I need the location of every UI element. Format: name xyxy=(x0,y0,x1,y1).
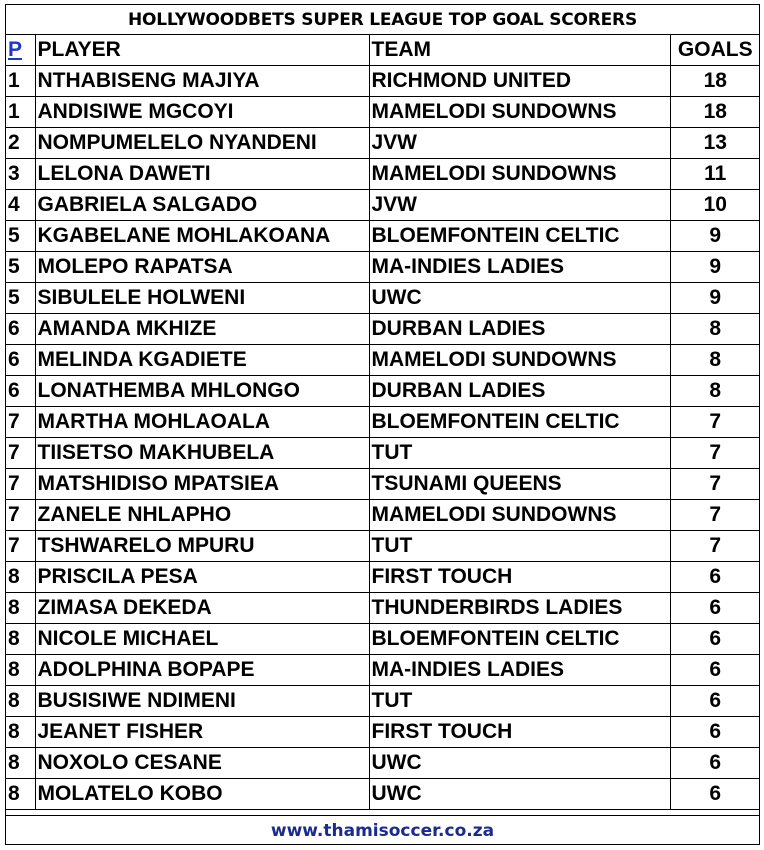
table-row xyxy=(6,407,760,438)
table-row xyxy=(6,66,760,97)
team-cell: THUNDERBIRDS LADIES xyxy=(369,593,670,624)
player-cell: JEANET FISHER xyxy=(35,717,369,748)
player-cell: NTHABISENG MAJIYA xyxy=(35,66,369,97)
team-cell: MAMELODI SUNDOWNS xyxy=(369,97,670,128)
position-cell: 3 xyxy=(6,159,35,190)
table-row xyxy=(6,252,760,283)
position-cell: 8 xyxy=(6,748,35,779)
player-cell: ZIMASA DEKEDA xyxy=(35,593,369,624)
column-header-player: PLAYER xyxy=(35,35,369,66)
table-row xyxy=(6,376,760,407)
player-cell: PRISCILA PESA xyxy=(35,562,369,593)
table-row xyxy=(6,190,760,221)
position-cell: 8 xyxy=(6,624,35,655)
player-cell: SIBULELE HOLWENI xyxy=(35,283,369,314)
player-cell: ANDISIWE MGCOYI xyxy=(35,97,369,128)
goals-cell: 6 xyxy=(670,717,760,748)
position-cell: 8 xyxy=(6,593,35,624)
goals-cell: 7 xyxy=(670,531,760,562)
position-cell: 8 xyxy=(6,686,35,717)
player-cell: KGABELANE MOHLAKOANA xyxy=(35,221,369,252)
table-row xyxy=(6,438,760,469)
goals-cell: 8 xyxy=(670,314,760,345)
goals-cell: 11 xyxy=(670,159,760,190)
goals-cell: 6 xyxy=(670,686,760,717)
team-cell: JVW xyxy=(369,128,670,159)
table-row xyxy=(6,500,760,531)
position-cell: 7 xyxy=(6,500,35,531)
position-cell: 6 xyxy=(6,345,35,376)
player-cell: BUSISIWE NDIMENI xyxy=(35,686,369,717)
team-cell: BLOEMFONTEIN CELTIC xyxy=(369,221,670,252)
position-cell: 2 xyxy=(6,128,35,159)
team-cell: UWC xyxy=(369,283,670,314)
goals-cell: 18 xyxy=(670,66,760,97)
player-cell: TIISETSO MAKHUBELA xyxy=(35,438,369,469)
goals-cell: 8 xyxy=(670,345,760,376)
table-row xyxy=(6,531,760,562)
position-cell: 8 xyxy=(6,717,35,748)
table-row xyxy=(6,469,760,500)
position-cell: 5 xyxy=(6,283,35,314)
position-cell: 8 xyxy=(6,779,35,810)
column-header-team: TEAM xyxy=(369,35,670,66)
table-row xyxy=(6,624,760,655)
position-cell: 8 xyxy=(6,562,35,593)
player-cell: LELONA DAWETI xyxy=(35,159,369,190)
team-cell: TUT xyxy=(369,531,670,562)
goals-cell: 6 xyxy=(670,624,760,655)
goals-cell: 6 xyxy=(670,748,760,779)
player-cell: MATSHIDISO MPATSIEA xyxy=(35,469,369,500)
scorers-sheet xyxy=(5,4,760,845)
goals-cell: 7 xyxy=(670,500,760,531)
table-row xyxy=(6,221,760,252)
table-row xyxy=(6,159,760,190)
website-link[interactable]: www.thamisoccer.co.za xyxy=(270,821,495,841)
goals-cell: 13 xyxy=(670,128,760,159)
scorers-table-body xyxy=(6,66,760,810)
team-cell: FIRST TOUCH xyxy=(369,562,670,593)
table-row xyxy=(6,97,760,128)
team-cell: MAMELODI SUNDOWNS xyxy=(369,345,670,376)
header-row xyxy=(6,35,760,66)
goals-cell: 10 xyxy=(670,190,760,221)
team-cell: UWC xyxy=(369,779,670,810)
player-cell: NOMPUMELELO NYANDENI xyxy=(35,128,369,159)
table-row xyxy=(6,655,760,686)
table-row xyxy=(6,593,760,624)
goals-cell: 7 xyxy=(670,407,760,438)
position-cell: 7 xyxy=(6,438,35,469)
goals-cell: 9 xyxy=(670,283,760,314)
team-cell: RICHMOND UNITED xyxy=(369,66,670,97)
player-cell: ZANELE NHLAPHO xyxy=(35,500,369,531)
position-cell: 8 xyxy=(6,655,35,686)
goals-cell: 9 xyxy=(670,252,760,283)
goals-cell: 6 xyxy=(670,562,760,593)
team-cell: UWC xyxy=(369,748,670,779)
column-header-goals: GOALS xyxy=(670,35,760,66)
player-cell: MOLEPO RAPATSA xyxy=(35,252,369,283)
table-row xyxy=(6,562,760,593)
goals-cell: 6 xyxy=(670,655,760,686)
player-cell: MOLATELO KOBO xyxy=(35,779,369,810)
team-cell: BLOEMFONTEIN CELTIC xyxy=(369,407,670,438)
position-cell: 1 xyxy=(6,97,35,128)
table-row xyxy=(6,345,760,376)
position-cell: 6 xyxy=(6,376,35,407)
player-cell: GABRIELA SALGADO xyxy=(35,190,369,221)
player-cell: TSHWARELO MPURU xyxy=(35,531,369,562)
player-cell: NOXOLO CESANE xyxy=(35,748,369,779)
team-cell: MAMELODI SUNDOWNS xyxy=(369,159,670,190)
player-cell: AMANDA MKHIZE xyxy=(35,314,369,345)
page-title: HOLLYWOODBETS SUPER LEAGUE TOP GOAL SCORERS xyxy=(6,5,759,35)
position-cell: 5 xyxy=(6,221,35,252)
team-cell: FIRST TOUCH xyxy=(369,717,670,748)
table-row xyxy=(6,748,760,779)
position-cell: 6 xyxy=(6,314,35,345)
team-cell: TUT xyxy=(369,686,670,717)
goals-cell: 18 xyxy=(670,97,760,128)
goals-cell: 8 xyxy=(670,376,760,407)
table-row xyxy=(6,128,760,159)
scorers-table xyxy=(6,35,760,810)
goals-cell: 7 xyxy=(670,438,760,469)
table-row xyxy=(6,686,760,717)
table-row xyxy=(6,283,760,314)
team-cell: BLOEMFONTEIN CELTIC xyxy=(369,624,670,655)
position-cell: 5 xyxy=(6,252,35,283)
team-cell: DURBAN LADIES xyxy=(369,376,670,407)
team-cell: MA-INDIES LADIES xyxy=(369,252,670,283)
goals-cell: 9 xyxy=(670,221,760,252)
table-row xyxy=(6,779,760,810)
table-row xyxy=(6,314,760,345)
team-cell: DURBAN LADIES xyxy=(369,314,670,345)
team-cell: MA-INDIES LADIES xyxy=(369,655,670,686)
goals-cell: 6 xyxy=(670,593,760,624)
column-header-position[interactable] xyxy=(6,35,35,66)
goals-cell: 7 xyxy=(670,469,760,500)
player-cell: MARTHA MOHLAOALA xyxy=(35,407,369,438)
team-cell: JVW xyxy=(369,190,670,221)
team-cell: TSUNAMI QUEENS xyxy=(369,469,670,500)
position-cell: 4 xyxy=(6,190,35,221)
footer xyxy=(6,815,759,845)
player-cell: MELINDA KGADIETE xyxy=(35,345,369,376)
position-cell: 7 xyxy=(6,469,35,500)
goals-cell: 6 xyxy=(670,779,760,810)
position-cell: 1 xyxy=(6,66,35,97)
position-cell: 7 xyxy=(6,407,35,438)
team-cell: TUT xyxy=(369,438,670,469)
player-cell: ADOLPHINA BOPAPE xyxy=(35,655,369,686)
player-cell: LONATHEMBA MHLONGO xyxy=(35,376,369,407)
position-cell: 7 xyxy=(6,531,35,562)
position-sort-link[interactable]: P xyxy=(8,38,23,61)
player-cell: NICOLE MICHAEL xyxy=(35,624,369,655)
team-cell: MAMELODI SUNDOWNS xyxy=(369,500,670,531)
table-row xyxy=(6,717,760,748)
